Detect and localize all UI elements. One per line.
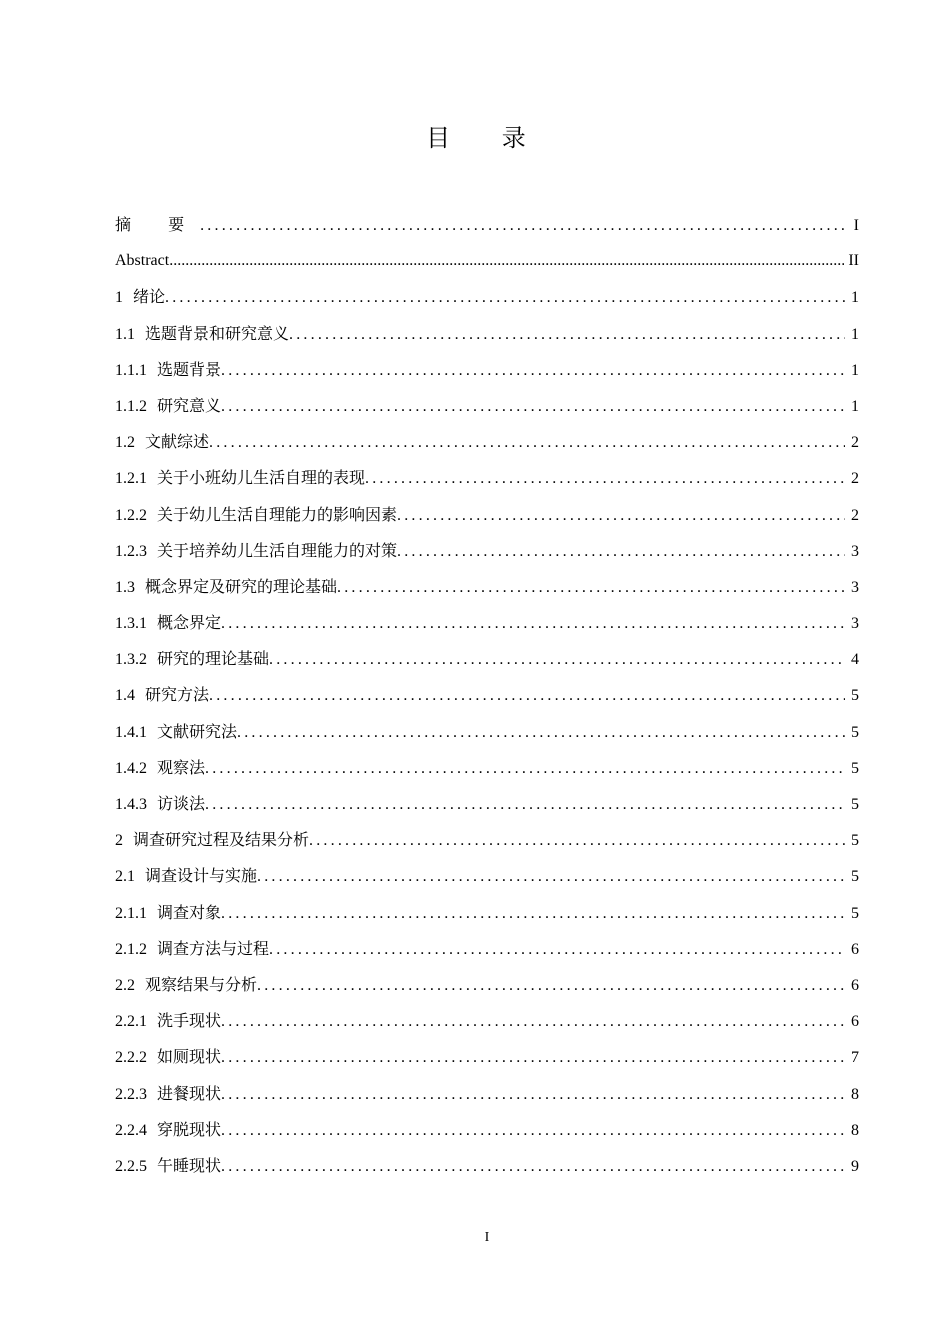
toc-leader-dots — [221, 606, 845, 641]
toc-entry-label: Abstract — [115, 252, 170, 270]
toc-entry-label: 选题背景 — [157, 359, 222, 379]
toc-entry-page: I — [853, 217, 859, 234]
toc-entry-label: 洗手现状 — [157, 1011, 222, 1031]
toc-leader-dots — [221, 1040, 845, 1075]
toc-entry-page: 8 — [851, 1085, 859, 1103]
toc-entry-page: 3 — [851, 615, 859, 633]
toc-entry-page: 1 — [851, 361, 859, 379]
toc-entry-number: 2 — [115, 832, 123, 850]
toc-entry-page: 5 — [851, 796, 859, 813]
toc-entry-page: 6 — [851, 940, 859, 958]
toc-entry-number: 1.4.2 — [115, 759, 147, 777]
toc-entry-number: 1.1.2 — [115, 397, 147, 415]
toc-entry-number: 2.1 — [115, 868, 135, 886]
toc-leader-dots — [200, 208, 845, 243]
toc-entry-number: 1.3.1 — [115, 615, 147, 633]
toc-entry[interactable] — [115, 207, 859, 243]
toc-leader-dots — [257, 859, 845, 894]
toc-entry-label: 绪论 — [133, 287, 166, 307]
toc-entry[interactable] — [115, 895, 859, 931]
toc-entry-number: 1.2.1 — [115, 470, 147, 488]
toc-leader-dots — [221, 1113, 845, 1148]
toc-entry[interactable] — [115, 822, 859, 858]
toc-entry-page: 6 — [851, 1013, 859, 1031]
toc-leader-dots — [397, 534, 845, 569]
toc-entry-label: 调查方法与过程 — [157, 938, 270, 958]
toc-entry[interactable] — [115, 1112, 859, 1148]
toc-entry-page: 7 — [851, 1049, 859, 1067]
toc-entry-label: 进餐现状 — [157, 1083, 222, 1103]
toc-leader-dots — [269, 642, 845, 677]
toc-entry[interactable] — [115, 569, 859, 605]
toc-entry-page: 1 — [851, 325, 859, 343]
table-of-contents — [115, 207, 859, 1184]
toc-entry-label: 如厕现状 — [157, 1047, 222, 1067]
toc-entry-page: 3 — [851, 542, 859, 560]
toc-entry-label: 研究的理论基础 — [157, 649, 270, 669]
toc-entry-page: 3 — [851, 578, 859, 596]
toc-entry-label: 文献研究法 — [157, 721, 238, 741]
toc-entry[interactable] — [115, 1148, 859, 1184]
toc-entry-page: 1 — [851, 289, 859, 307]
toc-leader-dots — [397, 498, 845, 533]
toc-leader-dots — [221, 1004, 845, 1039]
toc-entry-number: 1 — [115, 289, 123, 307]
toc-leader-dots — [237, 715, 845, 750]
toc-entry-label: 调查对象 — [157, 902, 222, 922]
toc-entry[interactable] — [115, 750, 859, 786]
toc-leader-dots — [221, 353, 845, 388]
toc-entry-number: 1.2 — [115, 434, 135, 452]
toc-leader-dots — [221, 1077, 845, 1112]
toc-entry-label: 研究方法 — [145, 685, 210, 705]
toc-entry-number: 1.4.3 — [115, 796, 147, 813]
toc-entry-page: 5 — [851, 723, 859, 741]
toc-entry[interactable] — [115, 243, 859, 279]
toc-leader-dots — [165, 280, 845, 315]
toc-entry-label: 摘 要 — [115, 215, 201, 234]
toc-entry-label: 观察法 — [157, 757, 206, 777]
page-number: I — [484, 1230, 490, 1245]
toc-entry-number: 1.3 — [115, 578, 135, 596]
toc-entry-number: 1.4.1 — [115, 723, 147, 741]
toc-entry-page: 1 — [851, 397, 859, 415]
toc-entry[interactable] — [115, 858, 859, 894]
toc-leader-dots — [221, 896, 845, 931]
toc-entry-label: 关于小班幼儿生活自理的表现 — [157, 468, 366, 488]
toc-entry-page: 4 — [851, 651, 859, 669]
toc-entry-label: 关于培养幼儿生活自理能力的对策 — [157, 540, 398, 560]
toc-leader-dots — [309, 823, 845, 858]
toc-leader-dots — [169, 243, 844, 279]
toc-entry-number: 1.2.3 — [115, 542, 147, 560]
toc-entry-page: 2 — [851, 434, 859, 452]
toc-entry-number: 2.2.3 — [115, 1085, 147, 1103]
toc-entry[interactable] — [115, 931, 859, 967]
toc-leader-dots — [221, 1149, 845, 1184]
toc-entry-page: 8 — [851, 1121, 859, 1139]
page-title: 目 录 — [426, 124, 548, 152]
toc-entry[interactable] — [115, 352, 859, 388]
toc-entry-number: 1.1 — [115, 325, 135, 343]
toc-entry[interactable] — [115, 714, 859, 750]
toc-entry[interactable] — [115, 279, 859, 315]
toc-leader-dots — [289, 317, 845, 352]
toc-entry-label: 访谈法 — [157, 794, 206, 813]
toc-entry-label: 文献综述 — [145, 432, 210, 452]
toc-entry[interactable] — [115, 1003, 859, 1039]
toc-entry-number: 1.3.2 — [115, 651, 147, 669]
toc-entry[interactable] — [115, 605, 859, 641]
toc-entry[interactable] — [115, 497, 859, 533]
toc-entry-number: 1.2.2 — [115, 506, 147, 524]
toc-entry-number: 2.2.2 — [115, 1049, 147, 1067]
toc-leader-dots — [365, 461, 845, 496]
toc-leader-dots — [209, 678, 845, 713]
toc-leader-dots — [221, 389, 845, 424]
toc-entry[interactable] — [115, 677, 859, 713]
toc-entry-page: 9 — [851, 1157, 859, 1175]
toc-entry-label: 调查设计与实施 — [145, 866, 258, 886]
toc-entry-page: 5 — [851, 832, 859, 850]
toc-entry-number: 2.1.2 — [115, 940, 147, 958]
toc-entry[interactable] — [115, 967, 859, 1003]
toc-entry-page: 2 — [851, 506, 859, 524]
toc-entry-page: II — [848, 252, 859, 270]
toc-entry[interactable] — [115, 316, 859, 352]
toc-entry-label: 概念界定 — [157, 613, 222, 633]
toc-entry-label: 观察结果与分析 — [145, 974, 258, 994]
toc-entry[interactable] — [115, 786, 859, 822]
toc-leader-dots — [257, 968, 845, 1003]
toc-entry-page: 5 — [851, 759, 859, 777]
toc-leader-dots — [209, 425, 845, 460]
toc-entry[interactable] — [115, 424, 859, 460]
toc-entry-label: 概念界定及研究的理论基础 — [145, 576, 338, 596]
toc-entry-page: 5 — [851, 868, 859, 886]
toc-entry-number: 2.1.1 — [115, 904, 147, 922]
toc-entry-page: 5 — [851, 687, 859, 705]
toc-entry-label: 穿脱现状 — [157, 1119, 222, 1139]
toc-entry[interactable] — [115, 388, 859, 424]
toc-entry-number: 2.2.4 — [115, 1121, 147, 1139]
toc-entry-label: 选题背景和研究意义 — [145, 323, 290, 343]
toc-entry-label: 研究意义 — [157, 395, 222, 415]
toc-entry-number: 2.2.5 — [115, 1157, 147, 1175]
toc-entry[interactable] — [115, 533, 859, 569]
toc-leader-dots — [205, 751, 845, 786]
toc-entry[interactable] — [115, 1076, 859, 1112]
toc-leader-dots — [205, 787, 845, 822]
toc-entry-number: 2.2.1 — [115, 1013, 147, 1031]
toc-entry[interactable] — [115, 460, 859, 496]
toc-entry-label: 午睡现状 — [157, 1155, 222, 1175]
toc-entry-number: 1.1.1 — [115, 361, 147, 379]
toc-entry[interactable] — [115, 641, 859, 677]
toc-entry-page: 5 — [851, 904, 859, 922]
toc-entry-number: 1.4 — [115, 687, 135, 705]
toc-entry-number: 2.2 — [115, 976, 135, 994]
toc-entry-page: 6 — [851, 976, 859, 994]
toc-leader-dots — [337, 570, 845, 605]
toc-entry-page: 2 — [851, 470, 859, 488]
toc-entry-label: 调查研究过程及结果分析 — [133, 830, 310, 850]
toc-entry-label: 关于幼儿生活自理能力的影响因素 — [157, 504, 398, 524]
toc-leader-dots — [269, 932, 845, 967]
toc-entry[interactable] — [115, 1039, 859, 1075]
